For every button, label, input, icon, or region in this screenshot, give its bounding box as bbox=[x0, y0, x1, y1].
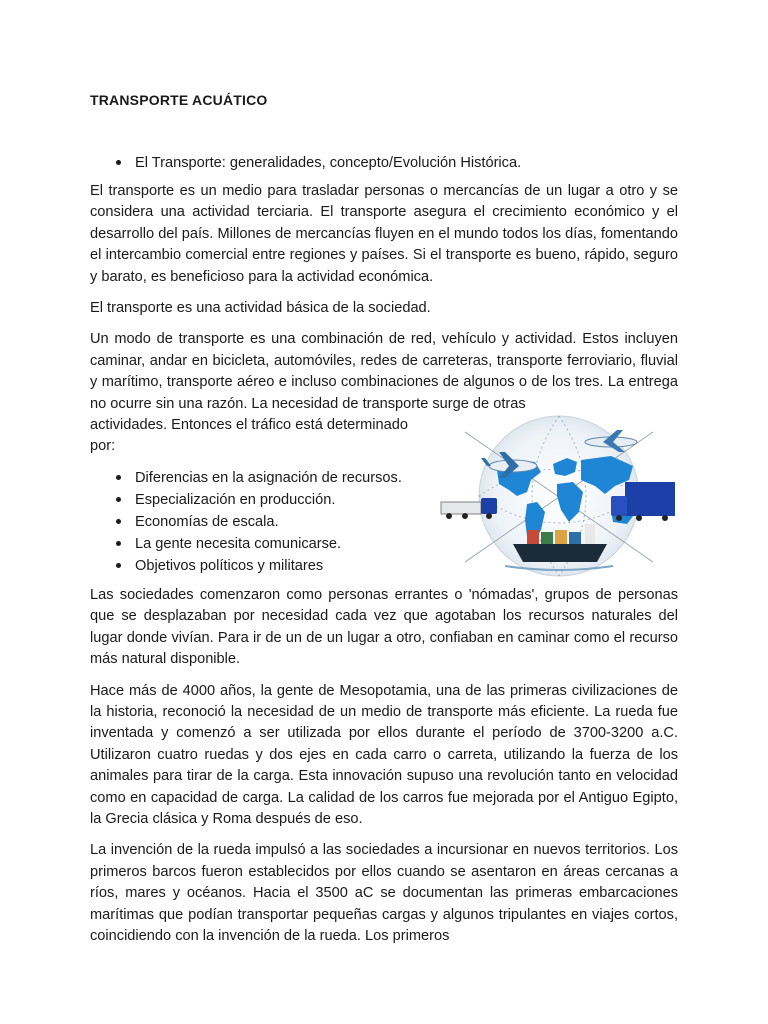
paragraph-6: La invención de la rueda impulsó a las sociedades a incursionar en nuevos territorios. Los primeros barcos fueron establecidos por ellos cuando se asentaron en áreas cercanas a ríos, mares y océanos. Hacia el 3500 aC se documentan las primeras embarcaciones marítimas que podían transportar pequeñas cargas y algunos tripulantes en viajes cortos, coincidiendo con la invención de la rueda. Los primeros bbox=[90, 842, 678, 944]
paragraph-2: El transporte es una actividad básica de la sociedad. bbox=[90, 300, 431, 317]
list-item: La gente necesita comunicarse. bbox=[90, 533, 678, 555]
list-item: Objetivos políticos y militares bbox=[90, 555, 678, 577]
list-item: Economías de escala. bbox=[90, 511, 678, 533]
list-item: Especialización en producción. bbox=[90, 489, 678, 511]
paragraph-4: Las sociedades comenzaron como personas errantes o 'nómadas', grupos de personas que se desplazaban por necesidad cada vez que agotaban los recursos naturales del lugar donde vivían. Para ir de un de un lugar a otro, confiaban en caminar como el recurso más natural disponible. bbox=[90, 586, 678, 668]
world-transport-image bbox=[435, 412, 683, 578]
paragraph-3-tail-2: por: bbox=[90, 438, 116, 455]
paragraph-1: El transporte es un medio para trasladar personas o mercancías de un lugar a otro y se considera una actividad terciaria. El transporte asegura el crecimiento económico y el desarrollo del país. Millones de mercancías fluyen en el mundo todos los días, fomentando el intercambio comercial entre regiones y países. Si el transporte es bueno, rápido, seguro y barato, es beneficioso para la actividad económica. bbox=[90, 183, 678, 285]
subtopic-item: El Transporte: generalidades, concepto/Evolución Histórica. bbox=[90, 152, 678, 174]
transport-illustration bbox=[435, 412, 683, 578]
paragraph-5: Hace más de 4000 años, la gente de Mesopotamia, una de las primeras civilizaciones de la historia, reconoció la necesidad de un medio de transporte más eficiente. La rueda fue inventada y comenzó a ser utilizada por ellos durante el período de 3700-3200 a.C. Utilizaron cuatro ruedas y dos ejes en cada carro o carreta, utilizando la fuerza de los animales para tirar de la carga. Esta innovación supuso una revolución tanto en velocidad como en capacidad de carga. La calidad de los carros fue mejorada por el Antiguo Egipto, la Grecia clásica y Roma después de eso. bbox=[90, 682, 678, 827]
paragraph-3: Un modo de transporte es una combinación de red, vehículo y actividad. Estos incluyen caminar, andar en bicicleta, automóviles, redes de carreteras, transporte ferroviario, fluvial y marítimo, transporte aéreo e incluso combinaciones de algunos o de los tres. La entrega no ocurre sin una razón. La necesidad de transporte surge de otras bbox=[90, 331, 678, 412]
truck-icon bbox=[441, 498, 497, 519]
document-title: TRANSPORTE ACUÁTICO bbox=[90, 92, 268, 108]
list-item: Diferencias en la asignación de recursos. bbox=[90, 467, 678, 489]
subtopic-list bbox=[90, 152, 678, 174]
paragraph-3-tail-1: actividades. Entonces el tráfico está determinado bbox=[90, 417, 408, 434]
